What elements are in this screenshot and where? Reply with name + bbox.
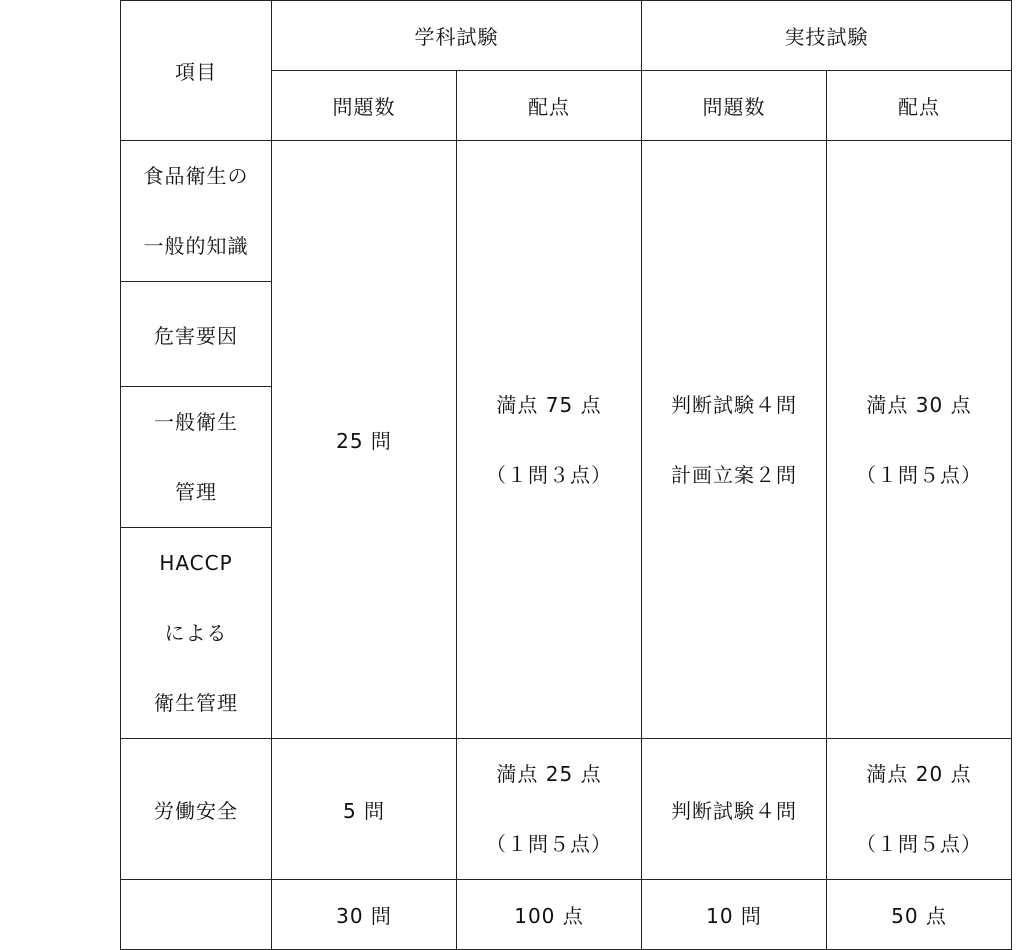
row-total-label [121,880,272,950]
practical-group-questions [642,141,827,739]
row-haccp-line-2: による [164,621,228,645]
practical-group-questions-planning: 計画立案２問 [671,462,797,487]
written-group-questions: 25 問 [272,141,457,739]
header-practical-num-questions: 問題数 [642,71,827,141]
written-group-points-each: （１問３点） [486,462,612,487]
header-item: 項目 [121,1,272,141]
practical-labor-points-each: （１問５点） [856,832,982,856]
row-food-hygiene-line-1: 食品衛生の [143,164,249,188]
row-general-hygiene [121,387,272,528]
row-general-hygiene-line-1: 一般衛生 [154,410,238,434]
written-total-questions: 30 問 [272,880,457,950]
exam-scoring-table [120,0,1012,950]
practical-group-points-total: 満点 30 点 [866,392,972,417]
written-total-points: 100 点 [457,880,642,950]
practical-group-points-each: （１問５点） [856,462,982,487]
written-group-points-total: 満点 75 点 [496,392,602,417]
row-haccp-line-1: HACCP [159,551,233,575]
row-food-hygiene [121,141,272,282]
row-food-hygiene-line-2: 一般的知識 [143,234,249,258]
written-labor-points-each: （１問５点） [486,832,612,856]
practical-labor-points-total: 満点 20 点 [866,762,972,786]
written-group-points [457,141,642,739]
practical-labor-questions: 判断試験４問 [642,739,827,880]
written-labor-points [457,739,642,880]
row-hazard-factors: 危害要因 [121,282,272,387]
row-haccp-line-3: 衛生管理 [154,691,238,715]
written-labor-points-total: 満点 25 点 [496,762,602,786]
practical-labor-points [827,739,1012,880]
written-labor-questions: 5 問 [272,739,457,880]
header-practical-exam: 実技試験 [642,1,1012,71]
header-written-num-questions: 問題数 [272,71,457,141]
practical-total-questions: 10 問 [642,880,827,950]
row-general-hygiene-line-2: 管理 [175,480,217,504]
row-labor-safety: 労働安全 [121,739,272,880]
practical-group-points [827,141,1012,739]
practical-total-points: 50 点 [827,880,1012,950]
header-written-points: 配点 [457,71,642,141]
header-practical-points: 配点 [827,71,1012,141]
header-written-exam: 学科試験 [272,1,642,71]
row-haccp [121,528,272,739]
practical-group-questions-judgement: 判断試験４問 [671,392,797,417]
